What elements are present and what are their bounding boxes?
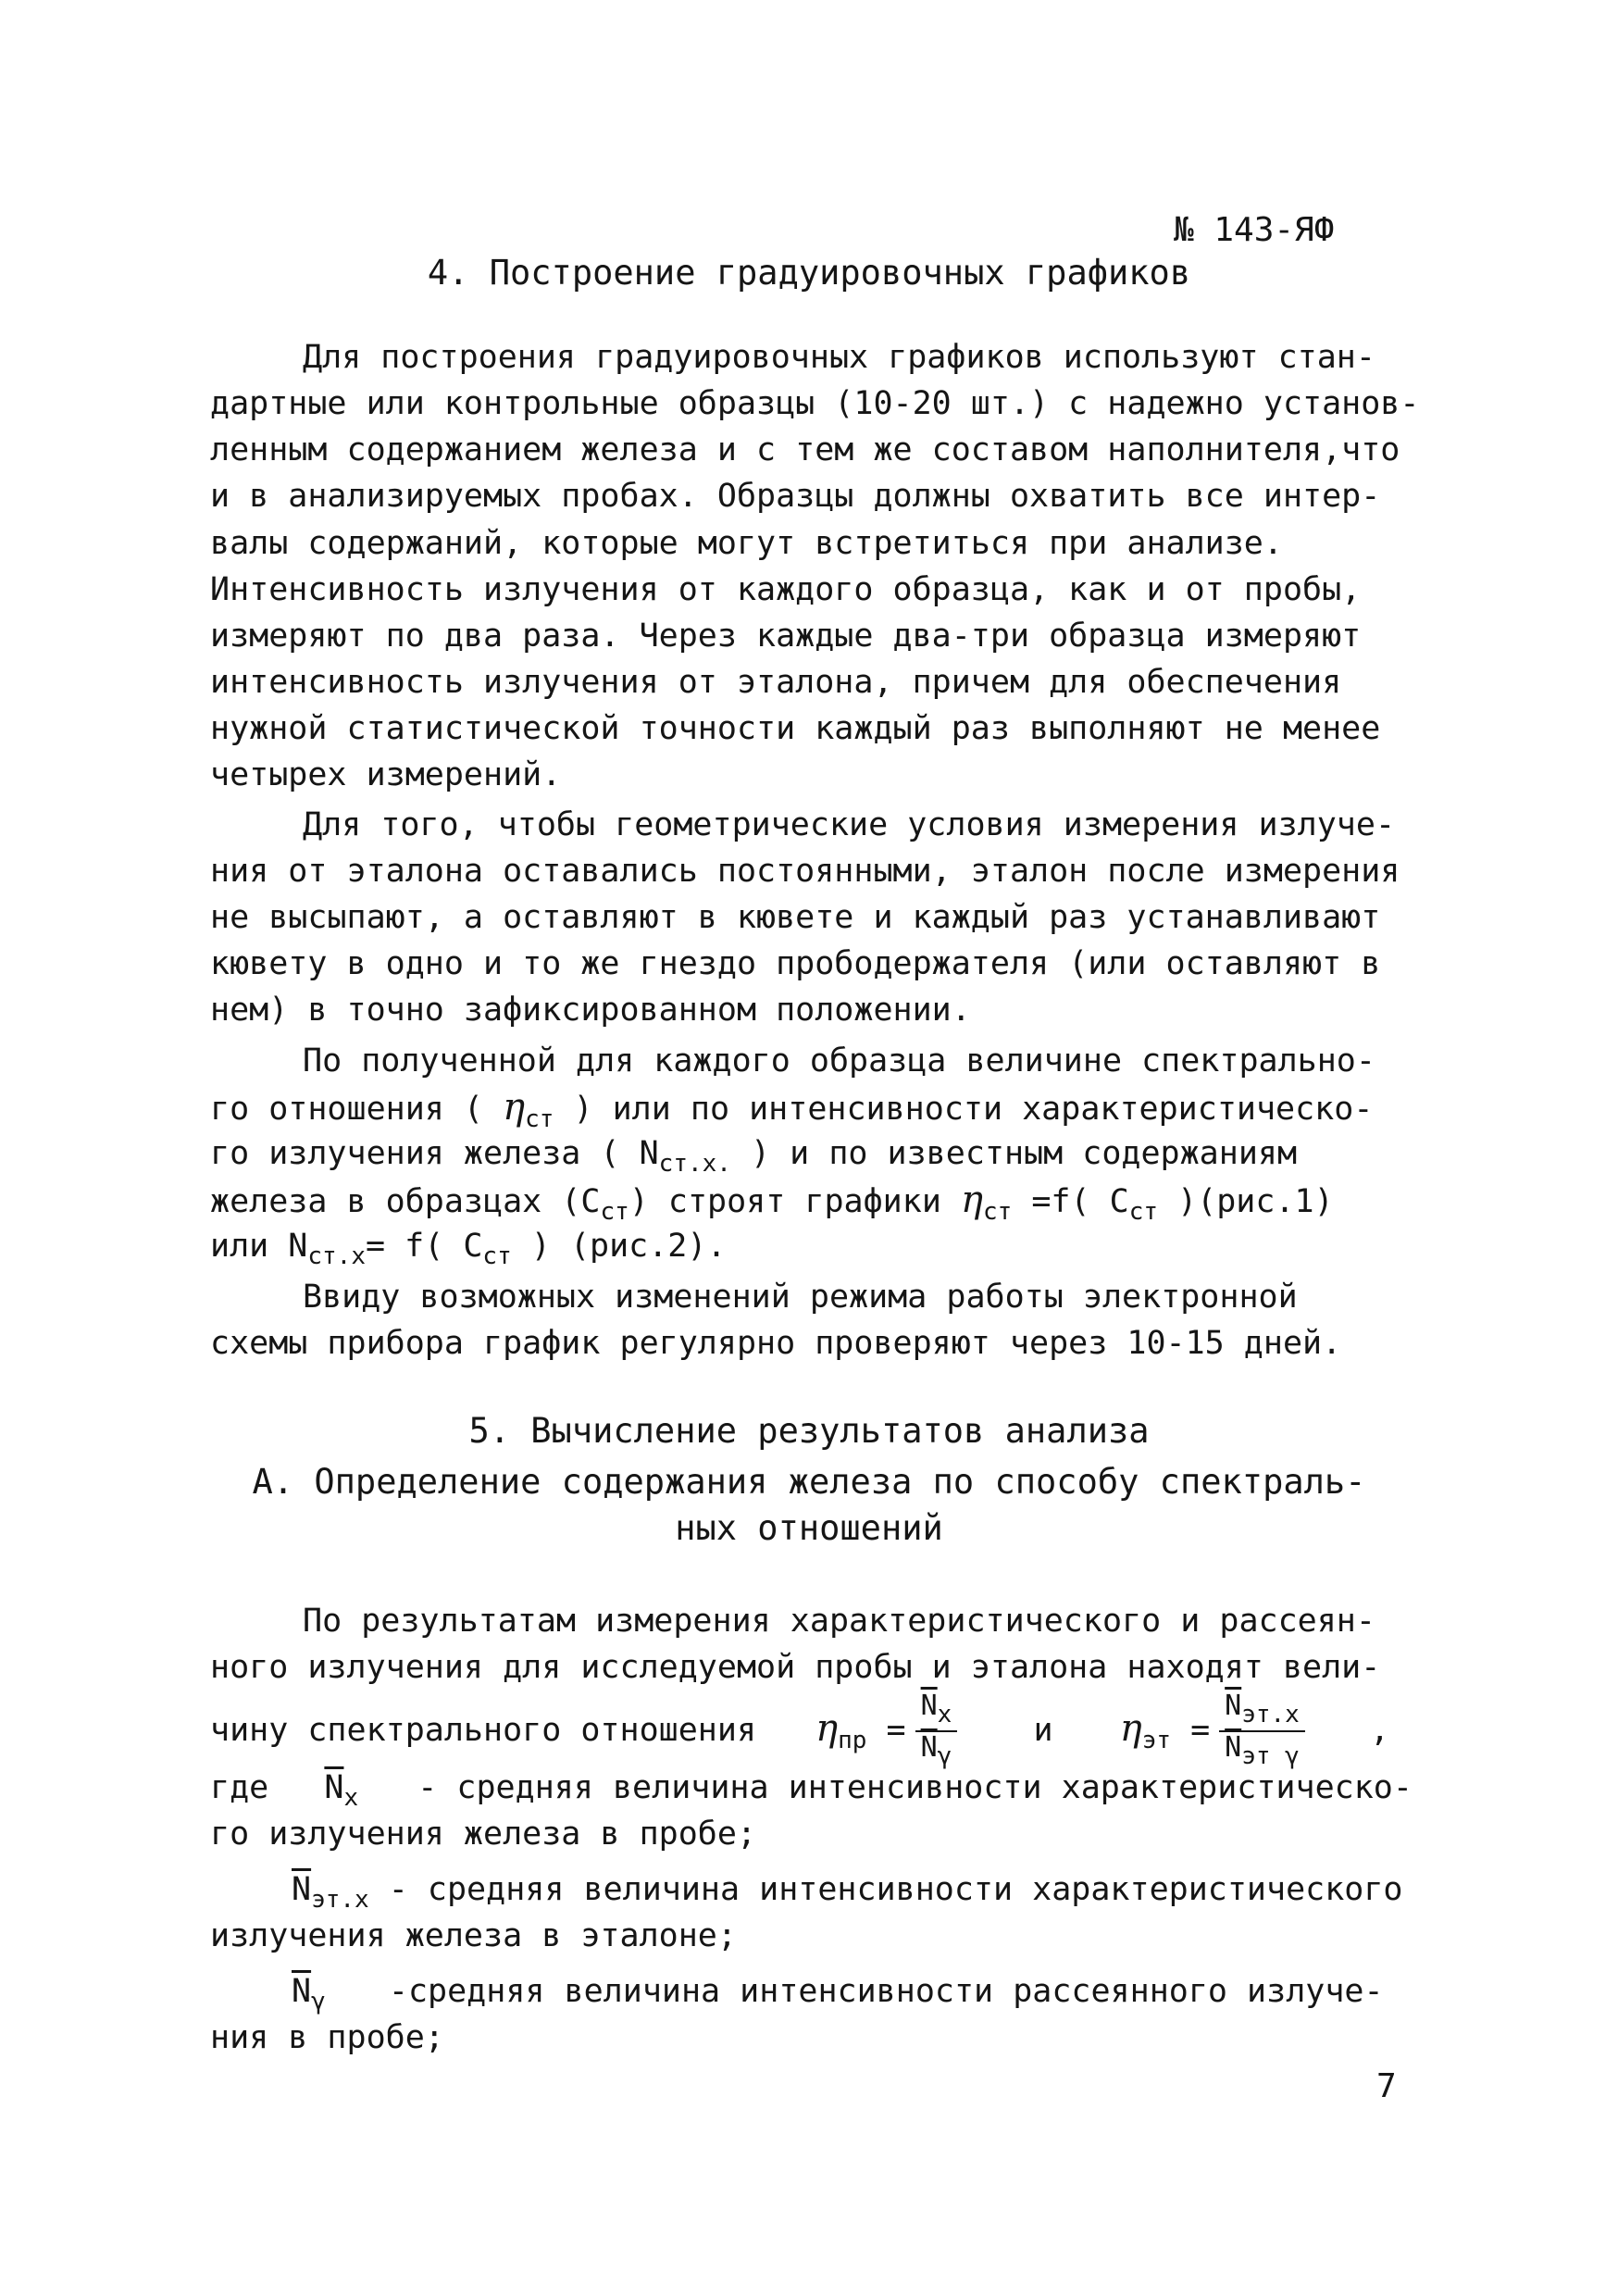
eta-symbol: η [960,1179,983,1221]
text-line: железа в образцах $(С_{ст})$ строят графики $\eta_{ст} =f$( $С_{ст}$ )(рис.1) [210,1179,1334,1226]
text-line: Интенсивность излучения от каждого образца, как и от пробы, [210,571,1362,608]
text-line: По полученной для каждого образца величине спектрально- [303,1042,1375,1079]
page-number: 7 [1376,2067,1397,2105]
fraction-nx-over-ngamma: $\frac{\overline{N}х}{\overline{N}\gamma}$ [915,1691,958,1772]
text-line: валы содержаний, которые могут встретиться при анализе. [210,525,1283,562]
text-line: По результатам измерения характеристического и рассеян- [303,1603,1375,1640]
text-line: схемы прибора график регулярно проверяют через 10-15 дней. [210,1325,1342,1362]
text-line: и в анализируемых пробах. Образцы должны охватить все интер- [210,478,1381,515]
section-5-subtitle-line-1: А. Определение содержания железа по способу спектраль- [252,1462,1366,1502]
definition-nx: где $\overline{N}_х$ - средняя величина интенсивности характеристическо- [210,1769,1413,1812]
fraction-netx-over-netgamma: $\frac{\overline{N}эт.х}{\overline{N}эт \gamma}$ [1219,1691,1305,1772]
document-number: № 143-ЯФ [1174,211,1335,249]
text-line: ния от эталона оставались постоянными, эталон после измерения [210,853,1400,890]
text-line: нем) в точно зафиксированном положении. [210,992,971,1029]
text-line: го отношения ( $\eta_{ст}$ ) или по интенсивности характеристическо- [210,1086,1374,1133]
eta-pr-formula: $\eta_{пр}$ = $\frac{\overline{N}х}{\overline{N}\gamma}$ [815,1712,986,1749]
text-line: излучения железа в эталоне; [210,1917,737,1954]
section-5-title: 5. Вычисление результатов анализа [468,1411,1150,1451]
text-line: или $N_{ст.х}= f$( $С_{ст}$ ) (рис.2). [210,1228,727,1270]
text-line: не высыпают, а оставляют в кювете и каждый раз устанавливают [210,899,1381,936]
formula-line: чину спектрального отношения $\eta_{пр}$ = $\frac{\overline{N}х}{\overline{N}\gamma}$ и $\eta_{эт}$ = $\frac{\overline{N}эт.х}{\overline{N}эт \gamma}$ , [210,1690,1390,1770]
section-5-subtitle-line-2: ных отношений [675,1508,943,1548]
section-4-title: 4. Построение градуировочных графиков [427,253,1191,293]
text-line: четырех измерений. [210,756,562,793]
text-line: ния в пробе; [210,2019,444,2056]
text-line: измеряют по два раза. Через каждые два-три образца измеряют [210,618,1362,655]
text-line: го излучения железа в пробе; [210,1816,757,1853]
text-line: Для того, чтобы геометрические условия измерения излуче- [303,806,1396,843]
text-line: Для построения градуировочных графиков используют стан- [303,339,1375,376]
definition-ngamma: $\overline{N}_\gamma$ -средняя величина интенсивности рассеянного излуче- [292,1973,1384,2015]
eta-et-formula: $\eta_{эт}$ = $\frac{\overline{N}эт.х}{\overline{N}эт \gamma}$ [1120,1712,1334,1749]
text-line: интенсивность излучения от эталона, причем для обеспечения [210,664,1342,701]
definition-netx: $\overline{N}_{эт.х}$ - средняя величина интенсивности характеристического [292,1871,1403,1914]
text-line: нужной статистической точности каждый раз выполняют не менее [210,710,1381,747]
text-line: го излучения железа ( $N_{ст.х.}$ ) и по известным содержаниям [210,1135,1298,1178]
text-line: ленным содержанием железа и с тем же составом наполнителя,что [210,431,1400,468]
text-line: дартные или контрольные образцы (10-20 шт.) с надежно установ- [210,385,1420,422]
eta-symbol: η [503,1086,526,1129]
text-line: ного излучения для исследуемой пробы и эталона находят вели- [210,1649,1381,1686]
text-line: кювету в одно и то же гнездо прободержателя (или оставляют в [210,945,1381,982]
text-line: Ввиду возможных изменений режима работы электронной [303,1279,1298,1316]
